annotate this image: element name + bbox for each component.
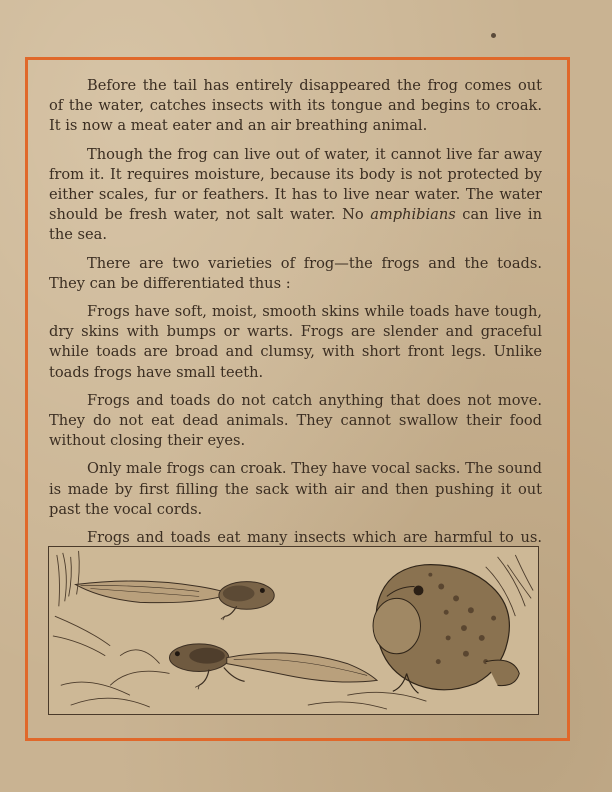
- paragraph-5: Frogs and toads do not catch anything that does not move. They do not eat dead animals. They cannot swallow their food without closing their eyes.: [49, 391, 542, 450]
- ink-speck: [491, 33, 496, 38]
- body-text: [49, 76, 542, 576]
- paragraph-6: Only male frogs can croak. They have vocal sacks. The sound is made by first filling the sack with air and then pushing it out past the vocal cords.: [49, 460, 542, 518]
- paragraph-2-after: can live in the sea.: [49, 206, 542, 244]
- illustration-drawing: [49, 547, 538, 714]
- toad: [373, 565, 519, 694]
- paragraph-4: Frogs have soft, moist, smooth skins while toads have tough, dry skins with bumps or warts. Frogs are slender and graceful while toads are broad and clumsy, with short front legs. Unlike toads frogs have small teeth.: [49, 303, 542, 381]
- paragraph-2: [49, 145, 542, 246]
- paragraph-2-emphasis: amphibians: [370, 206, 456, 224]
- paragraph-3: There are two varieties of frog—the frogs and the toads. They can be differentiated thus :: [49, 254, 542, 292]
- paragraph-1: Before the tail has entirely disappeared the frog comes out of the water, catches insects with its tongue and begins to croak. It is now a meat eater and an air breathing animal.: [49, 77, 542, 135]
- frog-illustration: [48, 546, 539, 715]
- tadpole-upper: [76, 581, 275, 620]
- reeds-left: [53, 551, 170, 707]
- paragraph-2-before: Though the frog can live out of water, it cannot live far away from it. It requires moisture, because its body is not protected by either scales, fur or feathers. It has to live near water. The water should be fresh water, not salt water. No: [49, 145, 542, 224]
- tadpole-lower: [169, 644, 377, 689]
- paragraph-7: Frogs and toads eat many insects which are harmful to us.: [87, 529, 542, 547]
